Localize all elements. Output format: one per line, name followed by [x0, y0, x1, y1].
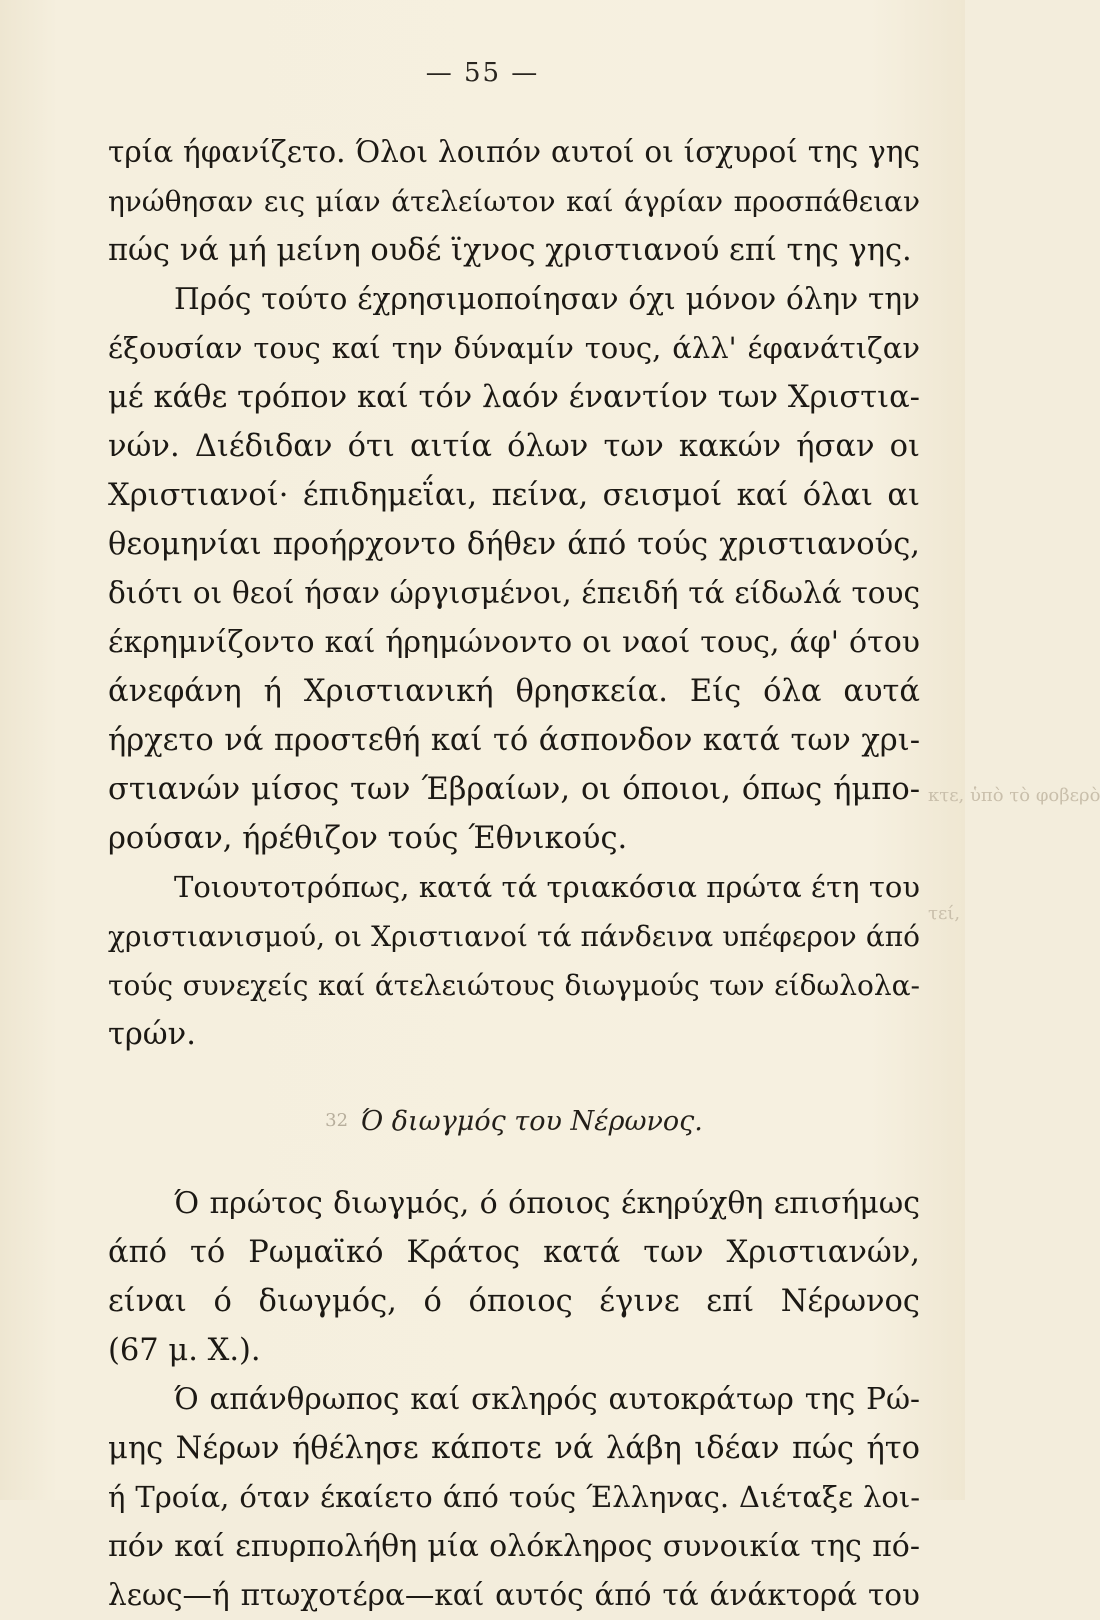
- text-line: στιανών μίσος των Έβραίων, οι όποιοι, όπως ήμπο-: [108, 772, 920, 807]
- text-line: Πρός τούτο έχρησιμοποίησαν όχι μόνον όλην την: [174, 282, 920, 316]
- text-line: τρία ήφανίζετο. Όλοι λοιπόν αυτοί οι ίσχυροί της γης: [108, 135, 920, 169]
- text-line: Ό απάνθρωπος καί σκληρός αυτοκράτωρ της Ρώ-: [174, 1382, 920, 1416]
- text-line: πόν καί επυρπολήθη μία ολόκληρος συνοικία της πό-: [108, 1529, 920, 1564]
- text-line: τρών.: [108, 1017, 196, 1052]
- text-line: ηνώθησαν εις μίαν άτελείωτον καί άγρίαν προσπάθειαν: [108, 185, 920, 218]
- bleed-through-note-2: τεί,: [928, 903, 961, 924]
- text-line: τούς συνεχείς καί άτελειώτους διωγμούς των είδωλολα-: [108, 969, 920, 1002]
- page-number: — 55 —: [425, 58, 540, 88]
- text-line: ρούσαν, ήρέθιζον τούς Έθνικούς.: [108, 821, 628, 856]
- text-line: ήρχετο νά προστεθή καί τό άσπονδον κατά των χρι-: [108, 723, 920, 758]
- text-line: έκρημνίζοντο καί ήρημώνοντο οι ναοί τους, άφ' ότου: [108, 625, 920, 660]
- section-heading-title: Ό διωγμός του Νέρωνος.: [360, 1106, 703, 1137]
- page-body-text: [108, 128, 920, 1620]
- text-line: άνεφάνη ή Χριστιανική θρησκεία. Είς όλα αυτά: [108, 674, 920, 709]
- pencil-marker: 32: [325, 1110, 349, 1131]
- text-line: διότι οι θεοί ήσαν ώργισμένοι, έπειδή τά είδωλά τους: [108, 576, 920, 610]
- paragraph-group-2: [108, 1179, 920, 1620]
- text-line: Χριστιανοί· έπιδημεΐαι, πείνα, σεισμοί καί όλαι αι: [108, 478, 920, 513]
- text-line: χριστιανισμού, οι Χριστιανοί τά πάνδεινα υπέφερον άπό: [108, 920, 920, 953]
- text-line: λεως—ή πτωχοτέρα—καί αυτός άπό τά άνάκτορά του: [108, 1578, 920, 1612]
- text-line: μης Νέρων ήθέλησε κάποτε νά λάβη ιδέαν πώς ήτο: [108, 1431, 920, 1466]
- text-line: (67 μ. Χ.).: [108, 1333, 261, 1368]
- text-line: έξουσίαν τους καί την δύναμίν τους, άλλ' έφανάτιζαν: [108, 331, 920, 365]
- bleed-through-note-1: κτε, ὑπὸ τὸ φοβερὸ: [928, 785, 1100, 806]
- text-line: Τοιουτοτρόπως, κατά τά τριακόσια πρώτα έτη του: [174, 870, 920, 904]
- text-line: Ό πρώτος διωγμός, ό όποιος έκηρύχθη επισήμως: [174, 1186, 920, 1221]
- text-line: ή Τροία, όταν έκαίετο άπό τούς Έλληνας. Διέταξε λοι-: [108, 1480, 920, 1514]
- text-line: είναι ό διωγμός, ό όποιος έγινε επί Νέρωνος: [108, 1284, 920, 1319]
- paragraph-group-1: [108, 128, 920, 1059]
- text-line: άπό τό Ρωμαϊκό Κράτος κατά των Χριστιανών,: [108, 1235, 920, 1270]
- text-line: νών. Διέδιδαν ότι αιτία όλων των κακών ήσαν οι: [108, 429, 920, 464]
- text-line: μέ κάθε τρόπον καί τόν λαόν έναντίον των Χριστια-: [108, 380, 920, 415]
- text-line: θεομηνίαι προήρχοντο δήθεν άπό τούς χριστιανούς,: [108, 527, 920, 562]
- section-heading: [108, 1081, 920, 1161]
- text-line: πώς νά μή μείνη ουδέ ϊχνος χριστιανού επί της γης.: [108, 233, 912, 268]
